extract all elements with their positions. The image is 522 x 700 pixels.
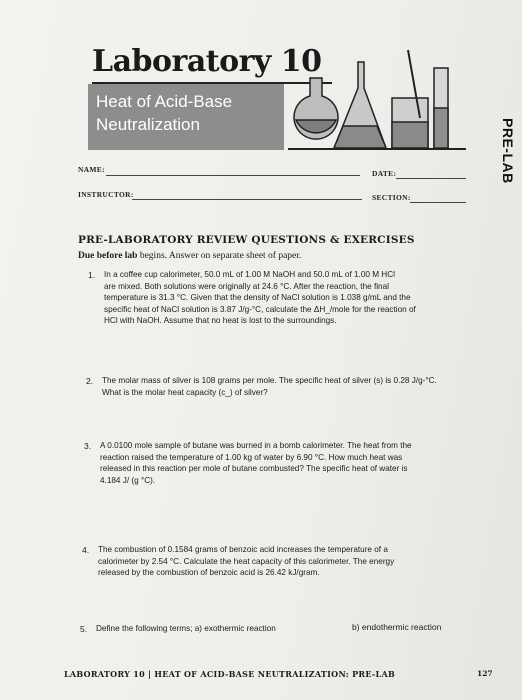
subtitle-line-1: Heat of Acid-Base (96, 92, 233, 111)
question-1-number: 1. (88, 270, 96, 280)
instructor-label: INSTRUCTOR: (78, 190, 134, 199)
question-1-line: temperature is 31.3 °C. Given that the density of NaCl solution is 1.038 g/mL and the (104, 293, 411, 303)
question-4-line: calorimeter by 2.54 °C. Calculate the heat capacity of this calorimeter. The energy (98, 556, 395, 566)
question-1-text (104, 269, 494, 327)
due-note (78, 251, 301, 261)
due-note-bold: Due before lab (78, 251, 138, 261)
question-2-line: What is the molar heat capacity (c_) of silver? (102, 387, 268, 397)
question-2-number: 2. (86, 376, 94, 386)
section-heading: PRE-LABORATORY REVIEW QUESTIONS & EXERCISES (78, 234, 415, 246)
pre-lab-tab: PRE-LAB (500, 118, 516, 184)
question-5-number: 5. (80, 624, 88, 634)
question-4-number: 4. (82, 545, 90, 555)
footer-text: LABORATORY 10 | HEAT OF ACID-BASE NEUTRALIZATION: PRE-LAB (64, 669, 396, 679)
instructor-line[interactable] (132, 199, 362, 200)
question-5-part-b: b) endothermic reaction (352, 622, 442, 632)
question-1-line: are mixed. Both solutions were originally at 24.6 °C. After the reaction, the final (104, 281, 389, 291)
subtitle-line-2: Neutralization (96, 115, 200, 134)
due-note-rest: begins. Answer on separate sheet of paper. (137, 251, 302, 261)
lab-title: Laboratory 10 (92, 44, 322, 79)
question-2-text (102, 375, 492, 398)
question-4-line: The combustion of 0.1584 grams of benzoic acid increases the temperature of a (98, 545, 388, 554)
question-3-number: 3. (84, 441, 92, 451)
question-4-text (98, 544, 488, 579)
question-4-line: released by the combustion of benzoic acid is 26.42 kJ/gram. (98, 568, 320, 578)
question-3-line: A 0.0100 mole sample of butane was burned in a bomb calorimeter. The heat from the (100, 441, 412, 450)
subtitle-banner (88, 84, 284, 150)
glassware-illustration (288, 48, 466, 156)
name-label: NAME: (78, 165, 105, 174)
section-line[interactable] (410, 202, 466, 203)
question-1-line: specific heat of NaCl solution is 3.87 J/g-°C, calculate the ΔH_/mole for the reaction of (104, 304, 416, 314)
question-3-text (100, 440, 490, 486)
question-3-line: released in this reaction per mole of butane combusted? The specific heat of water is (100, 464, 408, 474)
banner-text (96, 90, 232, 136)
name-line[interactable] (106, 175, 360, 176)
section-label: SECTION: (372, 193, 411, 202)
question-1-line: HCl with NaOH. Assume that no heat is lost to the surroundings. (104, 316, 337, 326)
question-3-line: reaction raised the temperature of 1.00 kg of water by 6.90 °C. How much heat was (100, 452, 403, 462)
page-number: 127 (477, 669, 493, 678)
question-2-line: The molar mass of silver is 108 grams per mole. The specific heat of silver (s) is 0.28 J/g-°C. (102, 376, 437, 385)
question-5-text (96, 623, 356, 635)
date-line[interactable] (396, 178, 466, 179)
question-5-line: Define the following terms; a) exothermic reaction (96, 624, 276, 633)
question-3-line: 4.184 J/ (g °C). (100, 475, 156, 485)
date-label: DATE: (372, 169, 397, 178)
question-1-line: In a coffee cup calorimeter, 50.0 mL of 1.00 M NaOH and 50.0 mL of 1.00 M HCl (104, 270, 395, 279)
